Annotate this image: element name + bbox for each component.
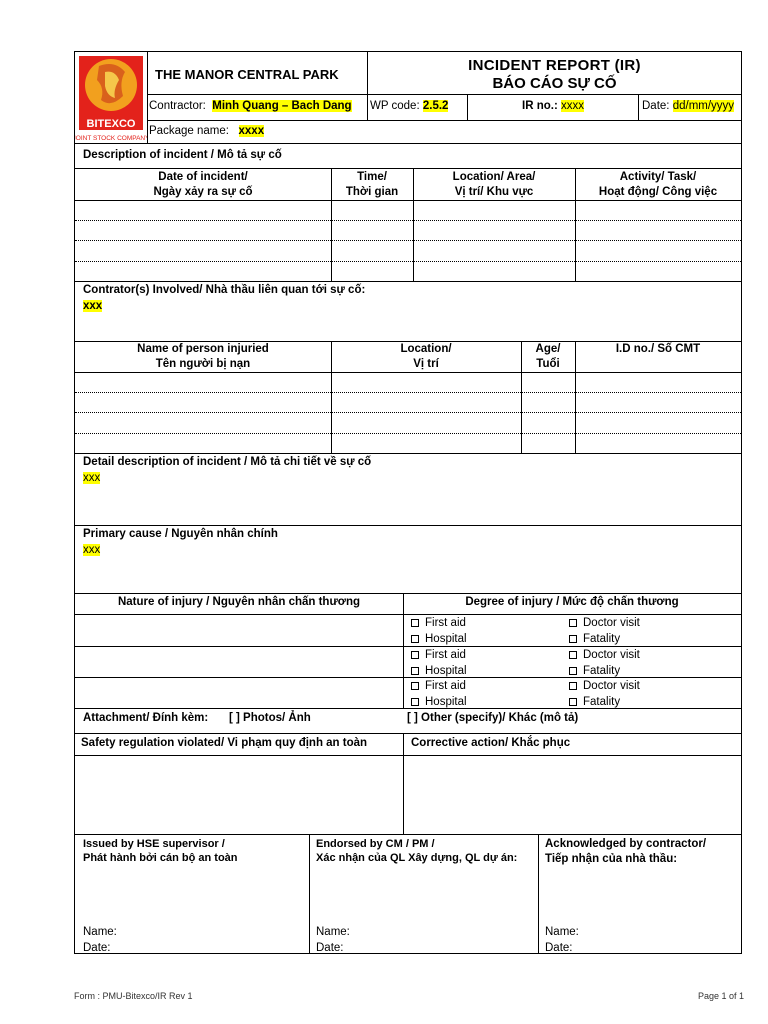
- cm-name-field[interactable]: Name: Date:: [316, 926, 350, 954]
- injury-degree-options: [569, 616, 640, 647]
- primary-cause-label: Primary cause / Nguyên nhân chính: [83, 528, 278, 540]
- hse-name-field[interactable]: Name: Date:: [83, 926, 117, 954]
- contractor-name-field[interactable]: Name: Date:: [545, 926, 579, 954]
- wp-code-field: WP code: 2.5.2: [370, 100, 449, 112]
- doctor-visit-checkbox[interactable]: Doctor visit: [569, 679, 640, 695]
- package-name-value[interactable]: xxxx: [238, 125, 265, 137]
- col-activity-task: Activity/ Task/ Hoạt động/ Công việc: [598, 171, 718, 198]
- col-location-area: Location/ Area/ Vị trí/ Khu vực: [452, 171, 536, 198]
- hospital-checkbox[interactable]: Hospital: [411, 664, 467, 680]
- attachment-label: Attachment/ Đính kèm:: [83, 712, 209, 724]
- ir-number-value[interactable]: xxxx: [560, 100, 584, 112]
- person-row[interactable]: [75, 433, 741, 434]
- detail-description-value[interactable]: xxx: [83, 472, 101, 484]
- first-aid-checkbox[interactable]: First aid: [411, 679, 467, 695]
- safety-violated-label: Safety regulation violated/ Vi phạm quy định an toàn: [81, 737, 368, 749]
- degree-of-injury-heading: Degree of injury / Mức độ chấn thương: [465, 596, 679, 608]
- description-row[interactable]: [75, 240, 741, 241]
- signature-cm-pm: Endorsed by CM / PM / Xác nhận của QL Xây dựng, QL dự án:: [316, 838, 518, 864]
- col-person-location: Location/ Vị trí: [400, 343, 452, 370]
- person-row[interactable]: [75, 392, 741, 393]
- doctor-visit-checkbox[interactable]: Doctor visit: [569, 616, 640, 632]
- package-name-field: Package name: xxxx: [149, 125, 265, 137]
- injury-degree-options: [569, 648, 640, 679]
- date-field: Date: dd/mm/yyyy: [642, 100, 735, 112]
- col-date-incident: Date of incident/ Ngày xảy ra sự cố: [153, 171, 253, 198]
- contractors-involved-label: Contrator(s) Involved/ Nhà thầu liên quan tới sự cố:: [83, 284, 366, 296]
- injury-degree-options: [411, 679, 467, 710]
- detail-description-label: Detail description of incident / Mô tả chi tiết về sự cố: [83, 456, 372, 468]
- incident-report-form: [74, 51, 742, 954]
- nature-of-injury-heading: Nature of injury / Nguyên nhân chấn thương: [117, 596, 361, 608]
- injury-degree-options: [411, 648, 467, 679]
- signature-contractor: Acknowledged by contractor/ Tiếp nhận của nhà thầu:: [545, 838, 707, 865]
- description-row[interactable]: [75, 261, 741, 262]
- col-person-name: Name of person injuried Tên người bị nạn: [137, 343, 269, 370]
- fatality-checkbox[interactable]: Fatality: [569, 632, 640, 648]
- footer-form-code: Form : PMU-Bitexco/IR Rev 1: [74, 991, 193, 1001]
- company-logo: [75, 52, 147, 143]
- description-heading: Description of incident / Mô tả sự cố: [83, 149, 282, 161]
- col-time: Time/ Thời gian: [345, 171, 399, 198]
- footer-page-number: Page 1 of 1: [697, 991, 744, 1001]
- contractor-field: Contractor: Minh Quang – Bach Dang: [149, 100, 352, 112]
- project-name: THE MANOR CENTRAL PARK: [155, 67, 339, 82]
- attachment-other-checkbox[interactable]: [ ] Other (specify)/ Khác (mô tả): [407, 712, 579, 724]
- first-aid-checkbox[interactable]: First aid: [411, 648, 467, 664]
- svg-text:JOINT STOCK COMPANY: JOINT STOCK COMPANY: [75, 135, 147, 142]
- person-row[interactable]: [75, 412, 741, 413]
- fatality-checkbox[interactable]: Fatality: [569, 664, 640, 680]
- first-aid-checkbox[interactable]: First aid: [411, 616, 467, 632]
- signature-hse: Issued by HSE supervisor / Phát hành bởi cán bộ an toàn: [83, 838, 238, 864]
- ir-number-field: IR no.: xxxx: [522, 100, 584, 112]
- injury-degree-options: [411, 616, 467, 647]
- doctor-visit-checkbox[interactable]: Doctor visit: [569, 648, 640, 664]
- contractor-value[interactable]: Minh Quang – Bach Dang: [212, 100, 352, 112]
- fatality-checkbox[interactable]: Fatality: [569, 695, 640, 711]
- date-value[interactable]: dd/mm/yyyy: [672, 100, 735, 112]
- report-title-vi: BÁO CÁO SỰ CỐ: [492, 75, 617, 92]
- col-person-id: I.D no./ Số CMT: [615, 343, 701, 355]
- bitexco-logo-icon: [75, 52, 147, 143]
- attachment-photos-checkbox[interactable]: [ ] Photos/ Ảnh: [229, 712, 311, 724]
- description-row[interactable]: [75, 220, 741, 221]
- primary-cause-value[interactable]: xxx: [83, 544, 101, 556]
- corrective-action-label: Corrective action/ Khắc phục: [411, 737, 571, 749]
- hospital-checkbox[interactable]: Hospital: [411, 632, 467, 648]
- wp-code-value[interactable]: 2.5.2: [422, 100, 449, 112]
- hospital-checkbox[interactable]: Hospital: [411, 695, 467, 711]
- contractors-involved-value[interactable]: xxx: [83, 300, 103, 312]
- svg-text:BITEXCO: BITEXCO: [86, 118, 136, 130]
- report-title-en: INCIDENT REPORT (IR): [468, 57, 641, 74]
- injury-degree-options: [569, 679, 640, 710]
- col-person-age: Age/ Tuổi: [535, 343, 561, 370]
